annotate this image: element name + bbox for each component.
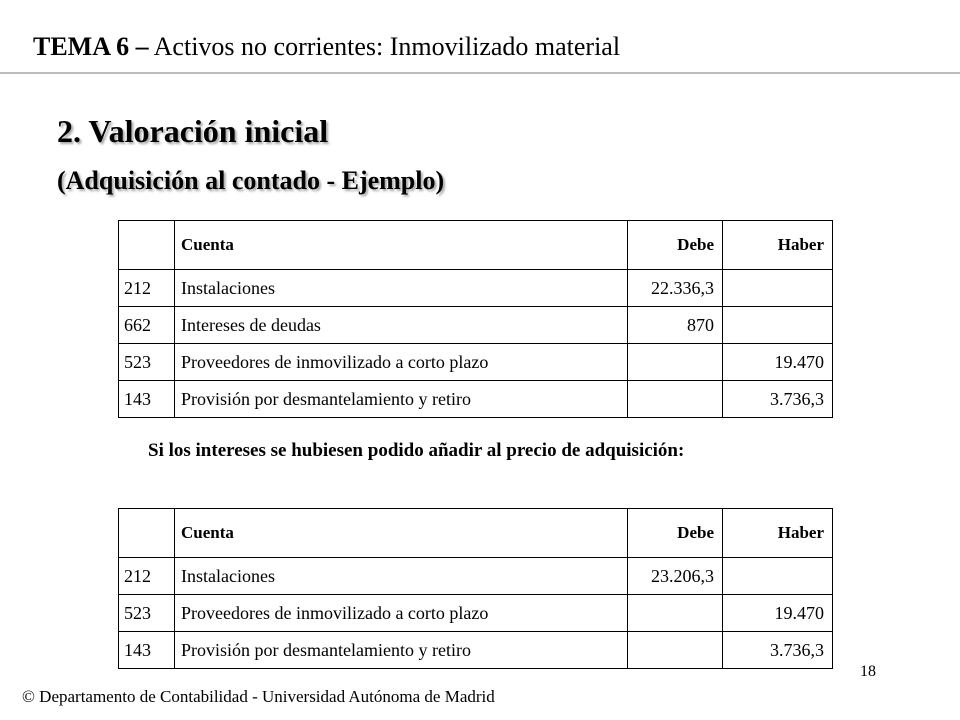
table-row (119, 632, 833, 669)
haber-cell (723, 307, 833, 344)
account-code-cell: 523 (119, 595, 175, 632)
account-name-cell: Instalaciones (175, 558, 628, 595)
column-header-cuenta: Cuenta (175, 509, 628, 558)
account-code-cell: 212 (119, 270, 175, 307)
section-title: 2. Valoración inicial (57, 113, 329, 149)
header-topic-name: Activos no corrientes: Inmovilizado material (153, 32, 621, 61)
section-subtitle: (Adquisición al contado - Ejemplo) (57, 166, 445, 195)
table-row (119, 595, 833, 632)
table-row (119, 558, 833, 595)
debe-cell (628, 381, 723, 418)
debe-cell (628, 344, 723, 381)
table-header-row (119, 509, 833, 558)
page-number: 18 (860, 663, 876, 680)
column-header-debe: Debe (628, 221, 723, 270)
column-header-debe: Debe (628, 509, 723, 558)
column-header-haber: Haber (723, 221, 833, 270)
header-topic-number: TEMA 6 – (33, 32, 149, 61)
account-code-cell: 143 (119, 632, 175, 669)
account-code-cell: 212 (119, 558, 175, 595)
haber-cell: 3.736,3 (723, 381, 833, 418)
footer-copyright: © Departamento de Contabilidad - Universidad Autónoma de Madrid (22, 687, 495, 706)
table-row (119, 344, 833, 381)
journal-entry-table-2 (118, 508, 833, 669)
haber-cell (723, 270, 833, 307)
column-header-code (119, 221, 175, 270)
column-header-haber: Haber (723, 509, 833, 558)
table-row (119, 307, 833, 344)
account-name-cell: Provisión por desmantelamiento y retiro (175, 381, 628, 418)
account-name-cell: Provisión por desmantelamiento y retiro (175, 632, 628, 669)
debe-cell: 23.206,3 (628, 558, 723, 595)
table-header-row (119, 221, 833, 270)
account-name-cell: Proveedores de inmovilizado a corto plazo (175, 595, 628, 632)
column-header-code (119, 509, 175, 558)
haber-cell: 19.470 (723, 595, 833, 632)
account-code-cell: 662 (119, 307, 175, 344)
haber-cell: 19.470 (723, 344, 833, 381)
interest-note: Si los intereses se hubiesen podido añadir al precio de adquisición: (148, 440, 685, 461)
account-code-cell: 523 (119, 344, 175, 381)
table-row (119, 381, 833, 418)
header-divider (0, 72, 960, 74)
haber-cell (723, 558, 833, 595)
account-name-cell: Instalaciones (175, 270, 628, 307)
debe-cell (628, 595, 723, 632)
debe-cell: 870 (628, 307, 723, 344)
slide-header-title (33, 30, 620, 64)
haber-cell: 3.736,3 (723, 632, 833, 669)
debe-cell: 22.336,3 (628, 270, 723, 307)
journal-entry-table-1 (118, 220, 833, 418)
account-code-cell: 143 (119, 381, 175, 418)
account-name-cell: Proveedores de inmovilizado a corto plazo (175, 344, 628, 381)
column-header-cuenta: Cuenta (175, 221, 628, 270)
account-name-cell: Intereses de deudas (175, 307, 628, 344)
table-row (119, 270, 833, 307)
debe-cell (628, 632, 723, 669)
